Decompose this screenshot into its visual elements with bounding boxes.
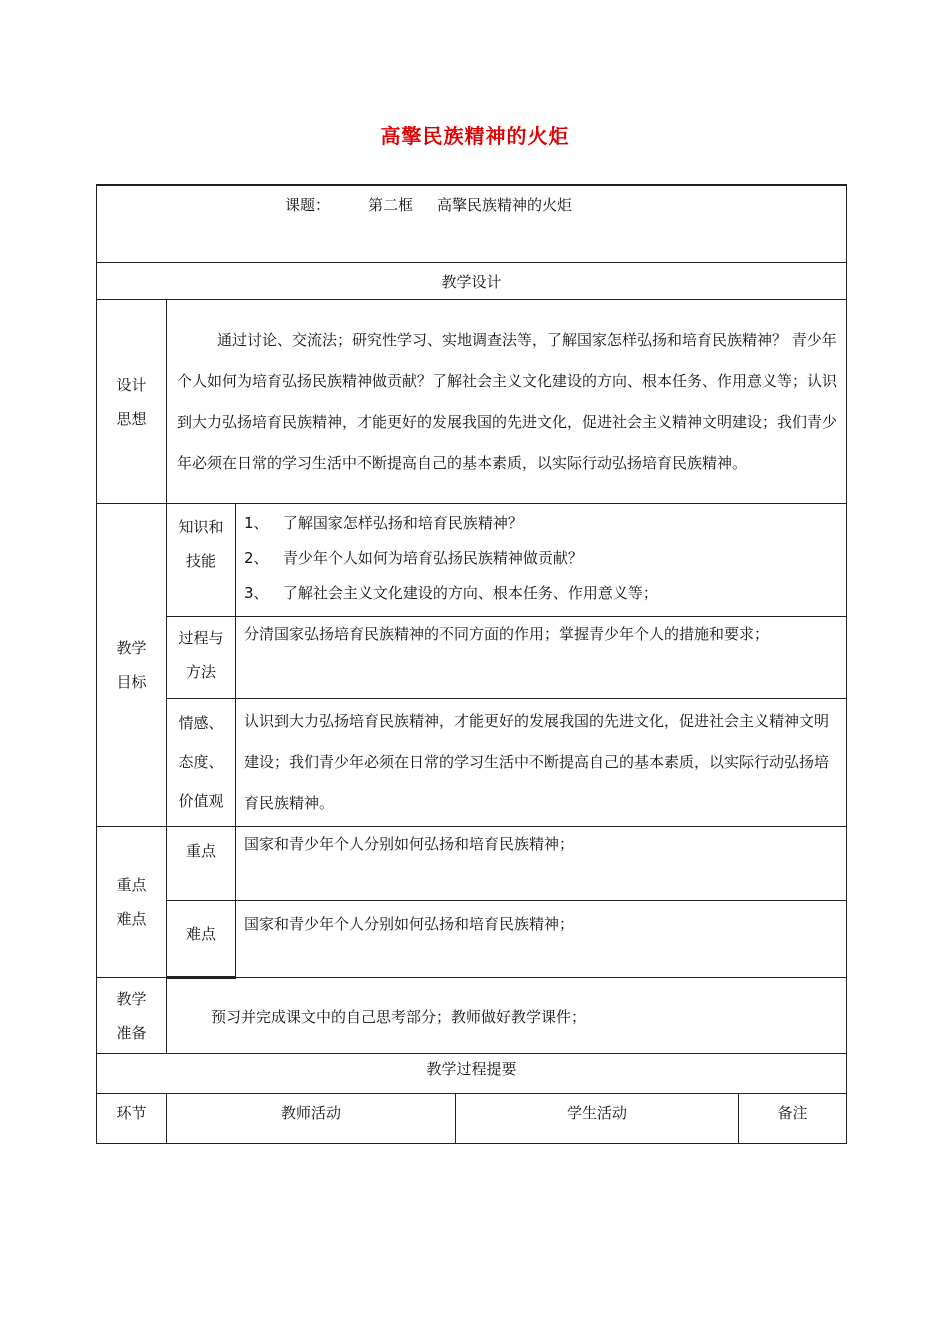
objective-process-row <box>97 617 847 699</box>
preparation-label: 教学 准备 <box>97 978 167 1054</box>
process-label: 过程与 方法 <box>167 617 236 699</box>
difficult-point-row <box>97 901 847 978</box>
teaching-design-heading: 教学设计 <box>97 263 847 300</box>
document-title: 高擎民族精神的火炬 <box>380 124 570 148</box>
key-text: 国家和青少年个人分别如何弘扬和培育民族精神； <box>236 827 847 901</box>
list-item: 2、 青少年个人如何为培育弘扬民族精神做贡献？ <box>244 549 583 567</box>
knowledge-label: 知识和 技能 <box>167 504 236 617</box>
column-stage: 环节 <box>97 1094 167 1144</box>
emotion-label: 情感、 态度、 价值观 <box>167 699 236 827</box>
column-notes: 备注 <box>739 1094 847 1144</box>
design-idea-label: 设计 思想 <box>97 300 167 504</box>
objectives-label: 教学 目标 <box>97 504 167 827</box>
emotion-text: 认识到大力弘扬培育民族精神，才能更好的发展我国的先进文化，促进社会主义精神文明建设；我们青少年必须在日常的学习生活中不断提高自己的基本素质，以实际行动弘扬培育民族精神。 <box>236 699 847 827</box>
column-teacher: 教师活动 <box>167 1094 456 1144</box>
objective-emotion-row <box>97 699 847 827</box>
lesson-title-cell <box>97 185 847 263</box>
process-text: 分清国家弘扬培育民族精神的不同方面的作用；掌握青少年个人的措施和要求； <box>236 617 847 699</box>
difficult-text: 国家和青少年个人分别如何弘扬和培育民族精神； <box>236 901 847 978</box>
knowledge-items <box>236 504 847 617</box>
teaching-design-row <box>97 263 847 300</box>
process-outline-heading: 教学过程提要 <box>97 1054 847 1094</box>
lesson-plan-table <box>96 184 847 1144</box>
lesson-prefix: 课题： <box>285 196 331 214</box>
preparation-text: 预习并完成课文中的自己思考部分；教师做好教学课件； <box>167 978 847 1054</box>
difficult-label: 难点 <box>167 901 236 978</box>
key-label: 重点 <box>167 827 236 901</box>
preparation-row <box>97 978 847 1054</box>
lesson-name: 高擎民族精神的火炬 <box>437 196 573 214</box>
design-idea-row <box>97 300 847 504</box>
process-columns-row <box>97 1094 847 1144</box>
key-points-label: 重点 难点 <box>97 827 167 978</box>
list-item: 3、 了解社会主义文化建设的方向、根本任务、作用意义等； <box>244 584 658 602</box>
list-item: 1、 了解国家怎样弘扬和培育民族精神？ <box>244 514 523 532</box>
column-student: 学生活动 <box>456 1094 739 1144</box>
objective-knowledge-row <box>97 504 847 617</box>
process-outline-row <box>97 1054 847 1094</box>
design-idea-text: 通过讨论、交流法；研究性学习、实地调查法等，了解国家怎样弘扬和培育民族精神？ 青少年个人如何为培育弘扬民族精神做贡献？了解社会主义文化建设的方向、根本任务、作用意义等；认识到大力弘扬培育民族精神，才能更好的发展我国的先进文化，促进社会主义精神文明建设；我们青少年必须在日常的学习生活中不断提高自己的基本素质，以实际行动弘扬培育民族精神。 <box>167 300 847 504</box>
lesson-section: 第二框 <box>368 196 414 214</box>
key-point-row <box>97 827 847 901</box>
lesson-title-row <box>97 185 847 263</box>
